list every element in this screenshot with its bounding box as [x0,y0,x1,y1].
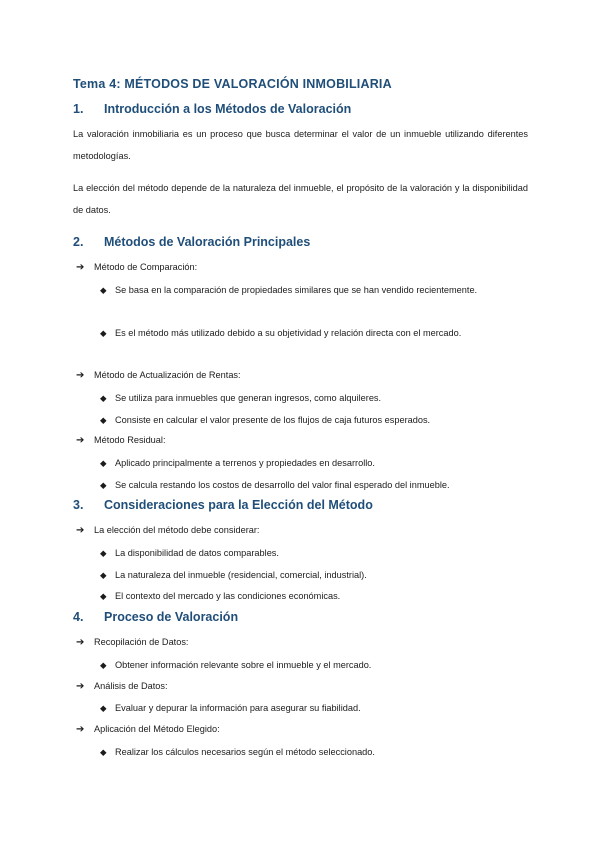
diamond-bullet-icon: ◆ [100,660,107,670]
sub-list-item-text: Se utiliza para inmuebles que generan ingresos, como alquileres. [115,393,382,403]
list-item-label: Método de Comparación: [94,262,198,272]
sub-list-item-text: La disponibilidad de datos comparables. [115,548,279,558]
diamond-bullet-icon: ◆ [100,548,107,558]
section-title: Métodos de Valoración Principales [104,235,311,249]
list-item-residual [76,434,166,447]
sub-list-item-text: Obtener información relevante sobre el inmueble y el mercado. [115,660,372,670]
section-number: 2. [73,235,84,249]
sub-list-item [100,701,361,723]
list-item-label: Análisis de Datos: [94,681,168,691]
diamond-bullet-icon: ◆ [100,570,107,580]
list-item-collection [76,636,188,649]
list-item-application [76,723,220,736]
sub-list-item-text: El contexto del mercado y las condiciones económicas. [115,591,341,601]
sub-list-item-text: La naturaleza del inmueble (residencial, comercial, industrial). [115,570,367,580]
arrow-bullet-icon: ➔ [76,262,85,273]
intro-paragraph-2: La elección del método depende de la naturaleza del inmueble, el propósito de la valoración y la disponibilidad de datos. [73,183,528,215]
list-item-comparison [76,261,197,274]
arrow-bullet-icon: ➔ [76,525,85,536]
sub-list-item [100,413,430,435]
arrow-bullet-icon: ➔ [76,637,85,648]
diamond-bullet-icon: ◆ [100,415,107,425]
diamond-bullet-icon: ◆ [100,458,107,468]
section-heading-2 [73,235,310,249]
list-item-label: Método Residual: [94,435,166,445]
list-item-label: La elección del método debe considerar: [94,525,260,535]
diamond-bullet-icon: ◆ [100,480,107,490]
sub-list-item [100,326,527,348]
section-heading-3 [73,498,373,512]
diamond-bullet-icon: ◆ [100,328,107,338]
sub-list-item-text: Consiste en calcular el valor presente de los flujos de caja futuros esperados. [115,415,431,425]
arrow-bullet-icon: ➔ [76,681,85,692]
sub-list-item [100,745,375,767]
sub-list-item [100,478,450,500]
section-title: Introducción a los Métodos de Valoración [104,102,352,116]
diamond-bullet-icon: ◆ [100,703,107,713]
arrow-bullet-icon: ➔ [76,370,85,381]
sub-list-item-text: Es el método más utilizado debido a su objetividad y relación directa con el mercado. [115,328,462,338]
sub-list-item-text: Se calcula restando los costos de desarrollo del valor final esperado del inmueble. [115,480,450,490]
sub-list-item-text: Realizar los cálculos necesarios según el método seleccionado. [115,747,375,757]
sub-list-item [100,283,527,305]
section-heading-1 [73,102,351,116]
section-number: 3. [73,498,84,512]
diamond-bullet-icon: ◆ [100,285,107,295]
diamond-bullet-icon: ◆ [100,747,107,757]
sub-list-item-text: Se basa en la comparación de propiedades similares que se han vendido recientemente. [115,285,478,295]
intro-paragraph-1: La valoración inmobiliaria es un proceso que busca determinar el valor de un inmueble utilizando diferentes metodologías. [73,129,528,161]
list-item-label: Recopilación de Datos: [94,637,189,647]
diamond-bullet-icon: ◆ [100,591,107,601]
sub-list-item-text: Evaluar y depurar la información para asegurar su fiabilidad. [115,703,361,713]
arrow-bullet-icon: ➔ [76,435,85,446]
document-title: Tema 4: MÉTODOS DE VALORACIÓN INMOBILIARIA [73,77,392,91]
sub-list-item [100,589,340,611]
list-item-analysis [76,680,168,693]
list-item-considerations [76,524,259,537]
list-item-label: Aplicación del Método Elegido: [94,724,220,734]
section-number: 1. [73,102,84,116]
section-heading-4 [73,610,238,624]
arrow-bullet-icon: ➔ [76,724,85,735]
section-title: Consideraciones para la Elección del Método [104,498,373,512]
list-item-income [76,369,241,382]
diamond-bullet-icon: ◆ [100,393,107,403]
list-item-label: Método de Actualización de Rentas: [94,370,241,380]
section-title: Proceso de Valoración [104,610,239,624]
sub-list-item-text: Aplicado principalmente a terrenos y propiedades en desarrollo. [115,458,375,468]
sub-list-item [100,658,371,680]
section-number: 4. [73,610,84,624]
